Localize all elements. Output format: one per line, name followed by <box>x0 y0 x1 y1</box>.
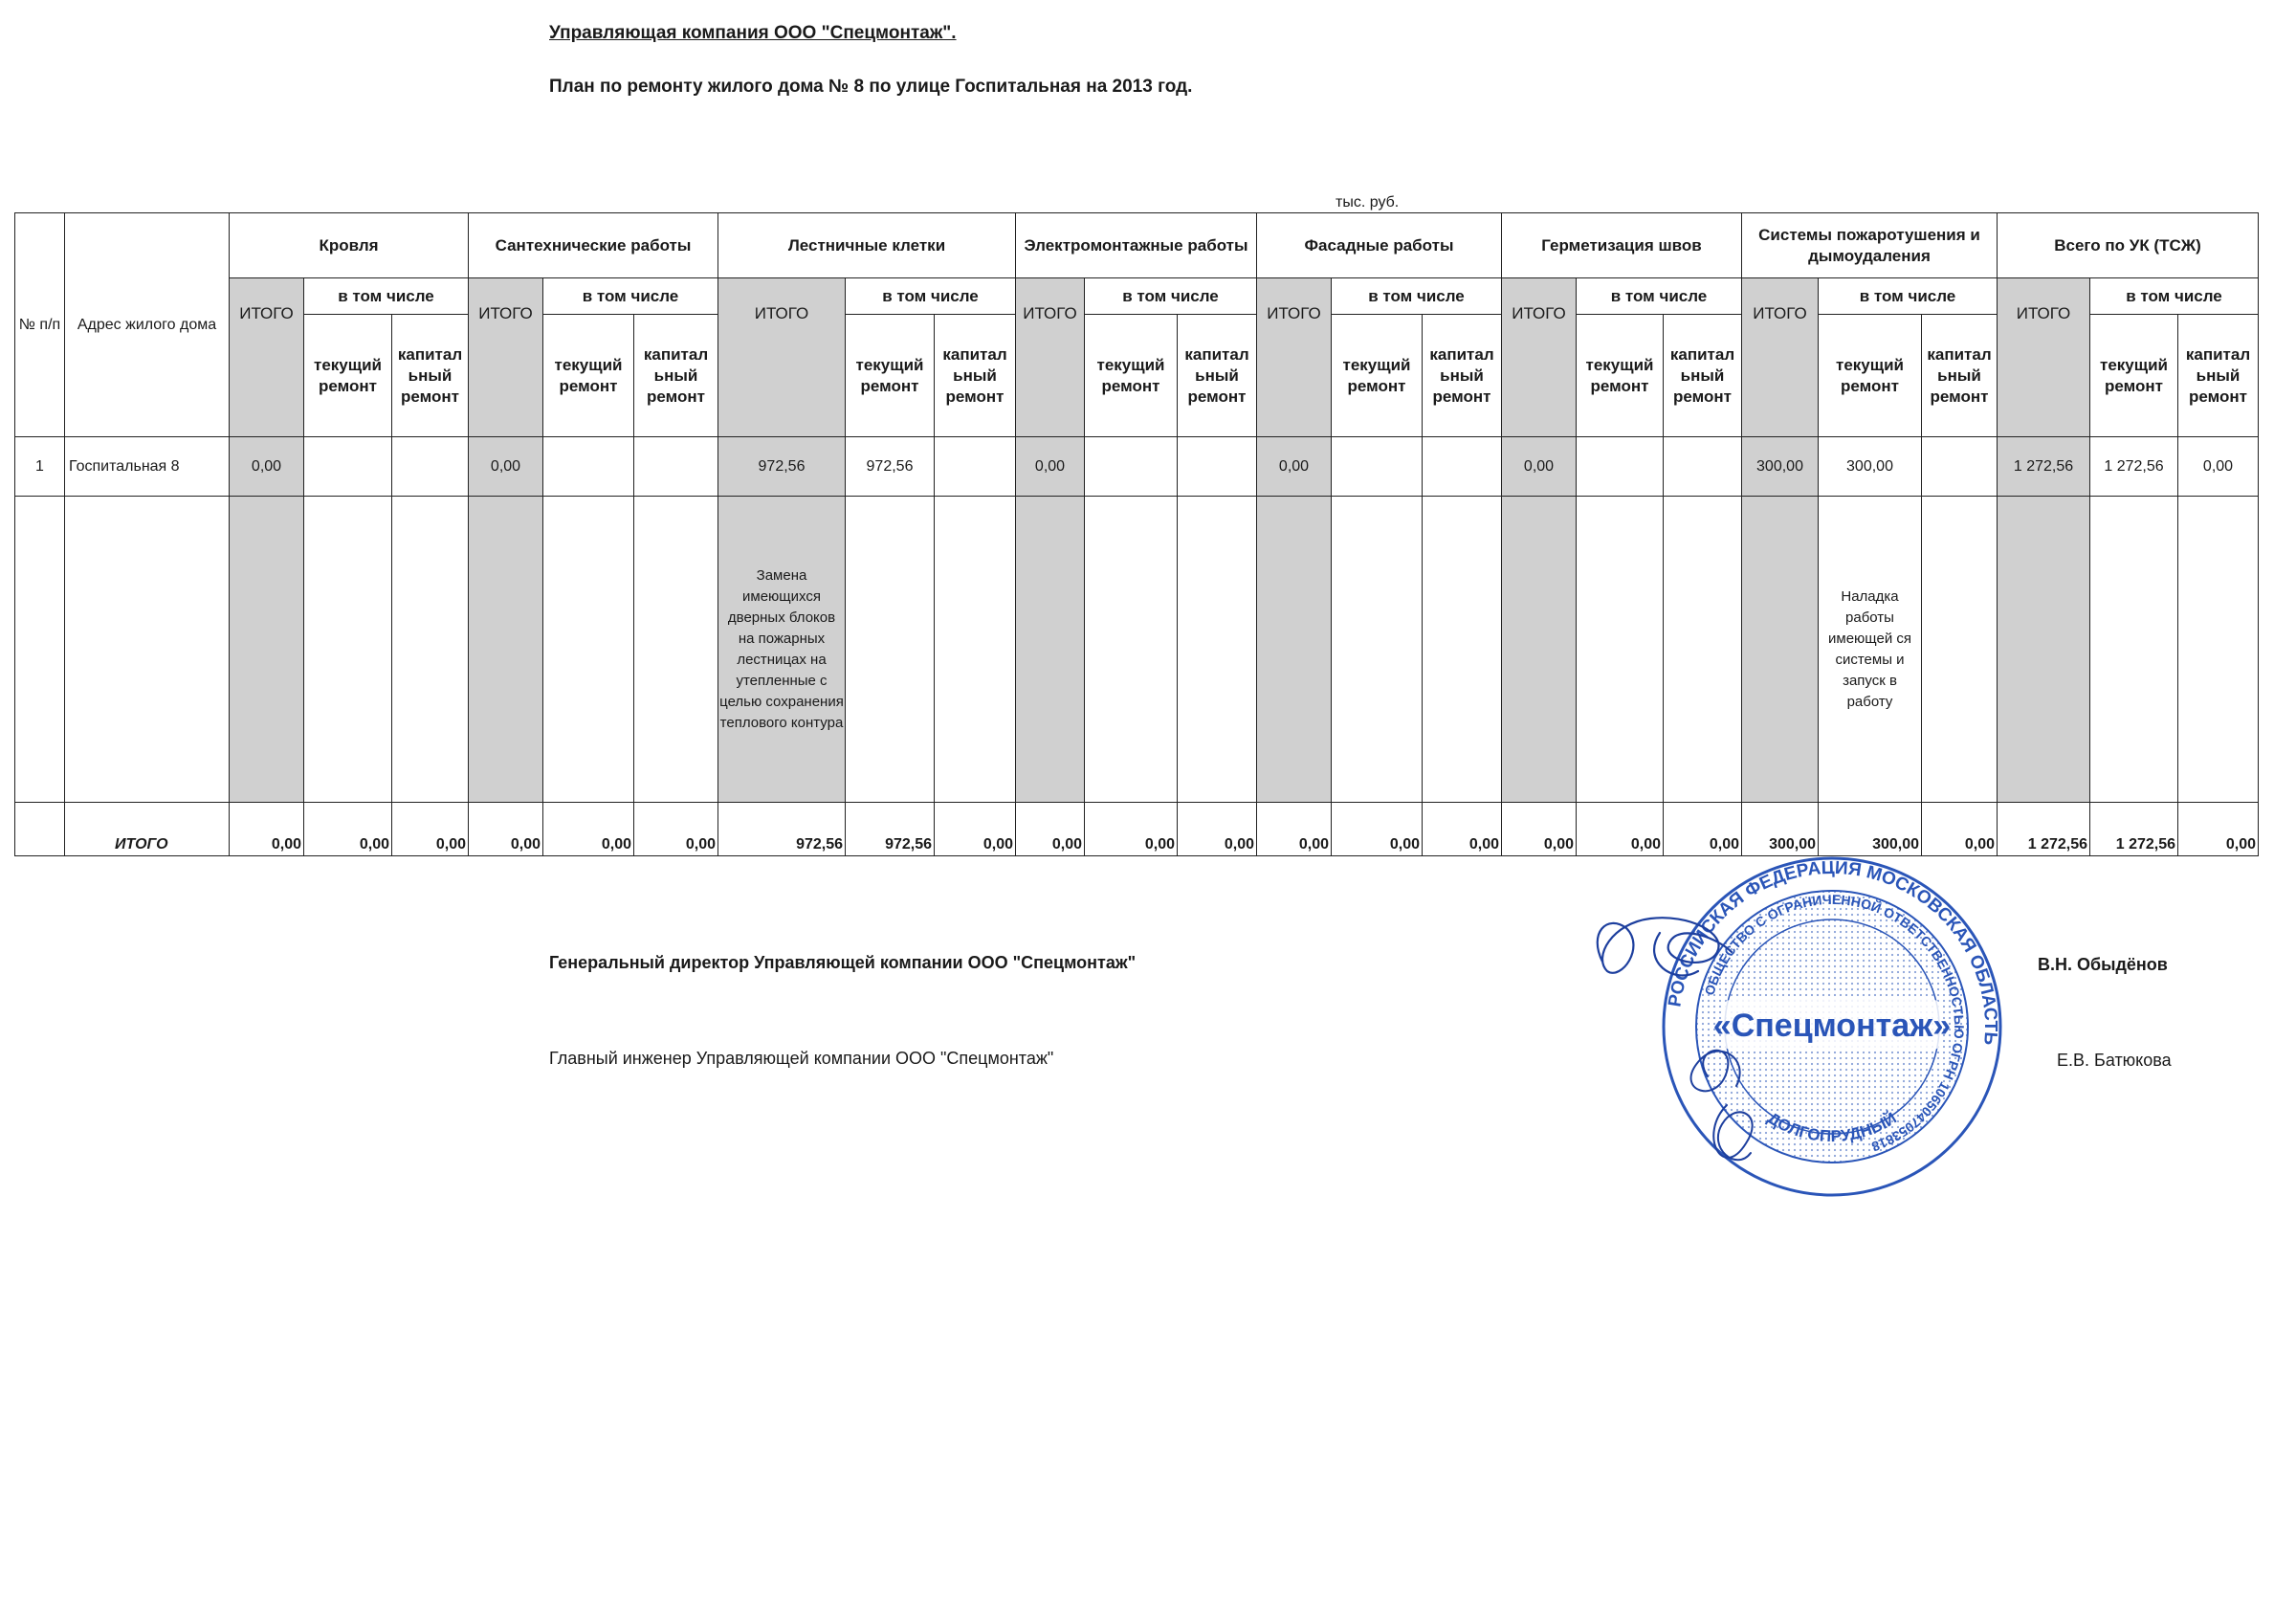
engineer-name: Е.В. Батюкова <box>2057 1051 2172 1070</box>
total-all-capital: 0,00 <box>2178 803 2259 856</box>
table-row <box>15 437 2259 497</box>
current-repair-header: текущий ремонт <box>846 315 935 437</box>
notes-all-capital <box>2178 497 2259 803</box>
header-row-groups <box>15 213 2259 278</box>
notes-plumbing-capital <box>634 497 718 803</box>
including-header: в том числе <box>543 278 718 315</box>
electrical-current-cell <box>1085 437 1178 497</box>
total-electrical-current: 0,00 <box>1085 803 1178 856</box>
total-electrical-total: 0,00 <box>1016 803 1085 856</box>
stairwells-total-cell: 972,56 <box>718 437 846 497</box>
group-stairwells: Лестничные клетки <box>718 213 1016 278</box>
totals-num-cell <box>15 803 65 856</box>
total-facade-capital: 0,00 <box>1423 803 1502 856</box>
capital-repair-header: капитал ьный ремонт <box>1664 315 1742 437</box>
total-fire-capital: 0,00 <box>1922 803 1998 856</box>
stamp-inner-text: ОБЩЕСТВО С ОГРАНИЧЕННОЙ ОТВЕТСТВЕННОСТЬЮ ОГРН 1065047053818 <box>1701 891 1968 1155</box>
plan-title: План по ремонту жилого дома № 8 по улице Госпитальная на 2013 год. <box>549 77 1193 97</box>
total-sealing-current: 0,00 <box>1577 803 1664 856</box>
notes-stairwells-capital <box>935 497 1016 803</box>
notes-electrical-current <box>1085 497 1178 803</box>
header-row-subcols <box>15 315 2259 437</box>
header-row-including <box>15 278 2259 315</box>
row-address: Госпитальная 8 <box>65 437 230 497</box>
including-header: в том числе <box>846 278 1016 315</box>
total-fire-current: 300,00 <box>1819 803 1922 856</box>
current-repair-header: текущий ремонт <box>1085 315 1178 437</box>
notes-electrical-capital <box>1178 497 1257 803</box>
all-current-cell: 1 272,56 <box>2090 437 2178 497</box>
director-name: В.Н. Обыдёнов <box>2038 955 2168 974</box>
including-header: в том числе <box>1819 278 1998 315</box>
row-num: 1 <box>15 437 65 497</box>
total-plumbing-capital: 0,00 <box>634 803 718 856</box>
stairwells-current-cell: 972,56 <box>846 437 935 497</box>
itogo-header: ИТОГО <box>230 278 304 437</box>
notes-sealing-current <box>1577 497 1664 803</box>
including-header: в том числе <box>304 278 469 315</box>
totals-row <box>15 803 2259 856</box>
total-stairwells-current: 972,56 <box>846 803 935 856</box>
group-total-uk: Всего по УК (ТСЖ) <box>1998 213 2259 278</box>
current-repair-header: текущий ремонт <box>304 315 392 437</box>
roof-capital-cell <box>392 437 469 497</box>
sealing-total-cell: 0,00 <box>1502 437 1577 497</box>
total-facade-total: 0,00 <box>1257 803 1332 856</box>
current-repair-header: текущий ремонт <box>1332 315 1423 437</box>
capital-repair-header: капитал ьный ремонт <box>1922 315 1998 437</box>
fire-capital-cell <box>1922 437 1998 497</box>
plumbing-total-cell: 0,00 <box>469 437 543 497</box>
total-roof-total: 0,00 <box>230 803 304 856</box>
notes-roof-total <box>230 497 304 803</box>
notes-roof-current <box>304 497 392 803</box>
itogo-header: ИТОГО <box>1016 278 1085 437</box>
notes-sealing-capital <box>1664 497 1742 803</box>
itogo-header: ИТОГО <box>469 278 543 437</box>
including-header: в том числе <box>2090 278 2259 315</box>
handwritten-signature <box>1583 895 1842 1210</box>
facade-total-cell: 0,00 <box>1257 437 1332 497</box>
notes-fire-total <box>1742 497 1819 803</box>
company-title: Управляющая компания ООО "Спецмонтаж". <box>549 23 957 43</box>
itogo-header: ИТОГО <box>1998 278 2090 437</box>
notes-num-cell <box>15 497 65 803</box>
itogo-header: ИТОГО <box>718 278 846 437</box>
notes-address-cell <box>65 497 230 803</box>
total-all-total: 1 272,56 <box>1998 803 2090 856</box>
total-electrical-capital: 0,00 <box>1178 803 1257 856</box>
total-plumbing-current: 0,00 <box>543 803 634 856</box>
total-roof-capital: 0,00 <box>392 803 469 856</box>
group-electrical: Электромонтажные работы <box>1016 213 1257 278</box>
facade-current-cell <box>1332 437 1423 497</box>
total-all-current: 1 272,56 <box>2090 803 2178 856</box>
total-plumbing-total: 0,00 <box>469 803 543 856</box>
engineer-role: Главный инженер Управляющей компании ООО "Спецмонтаж" <box>549 1049 1054 1068</box>
totals-label: ИТОГО <box>65 803 230 856</box>
capital-repair-header: капитал ьный ремонт <box>634 315 718 437</box>
stairwells-note: Замена имеющихся дверных блоков на пожарных лестницах на утепленные с целью сохранения теплового контура <box>718 497 846 803</box>
capital-repair-header: капитал ьный ремонт <box>2178 315 2259 437</box>
group-fire: Системы пожаротушения и дымоудаления <box>1742 213 1998 278</box>
col-num-header: № п/п <box>15 213 65 437</box>
all-capital-cell: 0,00 <box>2178 437 2259 497</box>
current-repair-header: текущий ремонт <box>2090 315 2178 437</box>
notes-all-current <box>2090 497 2178 803</box>
facade-capital-cell <box>1423 437 1502 497</box>
notes-stairwells-current <box>846 497 935 803</box>
notes-sealing-total <box>1502 497 1577 803</box>
units-label: тыс. руб. <box>1336 194 1400 210</box>
itogo-header: ИТОГО <box>1742 278 1819 437</box>
total-fire-total: 300,00 <box>1742 803 1819 856</box>
fire-note: Наладка работы имеющей ся системы и запуск в работу <box>1819 497 1922 803</box>
sealing-current-cell <box>1577 437 1664 497</box>
electrical-total-cell: 0,00 <box>1016 437 1085 497</box>
group-sealing: Герметизация швов <box>1502 213 1742 278</box>
total-roof-current: 0,00 <box>304 803 392 856</box>
all-total-cell: 1 272,56 <box>1998 437 2090 497</box>
notes-plumbing-current <box>543 497 634 803</box>
group-facade: Фасадные работы <box>1257 213 1502 278</box>
sealing-capital-cell <box>1664 437 1742 497</box>
including-header: в том числе <box>1085 278 1257 315</box>
current-repair-header: текущий ремонт <box>1819 315 1922 437</box>
total-sealing-capital: 0,00 <box>1664 803 1742 856</box>
plumbing-current-cell <box>543 437 634 497</box>
total-stairwells-total: 972,56 <box>718 803 846 856</box>
roof-current-cell <box>304 437 392 497</box>
capital-repair-header: капитал ьный ремонт <box>392 315 469 437</box>
fire-total-cell: 300,00 <box>1742 437 1819 497</box>
notes-all-total <box>1998 497 2090 803</box>
notes-row <box>15 497 2259 803</box>
notes-plumbing-total <box>469 497 543 803</box>
capital-repair-header: капитал ьный ремонт <box>1178 315 1257 437</box>
capital-repair-header: капитал ьный ремонт <box>935 315 1016 437</box>
stairwells-capital-cell <box>935 437 1016 497</box>
repair-plan-table <box>14 212 2259 856</box>
notes-fire-capital <box>1922 497 1998 803</box>
current-repair-header: текущий ремонт <box>543 315 634 437</box>
roof-total-cell: 0,00 <box>230 437 304 497</box>
itogo-header: ИТОГО <box>1257 278 1332 437</box>
notes-facade-current <box>1332 497 1423 803</box>
including-header: в том числе <box>1577 278 1742 315</box>
notes-facade-total <box>1257 497 1332 803</box>
group-plumbing: Сантехнические работы <box>469 213 718 278</box>
stamp-center-name: «Спецмонтаж» <box>1712 1008 1952 1044</box>
stamp-outer-text: РОССИЙСКАЯ ФЕДЕРАЦИЯ МОСКОВСКАЯ ОБЛАСТЬ <box>1665 857 2001 1047</box>
notes-roof-capital <box>392 497 469 803</box>
total-stairwells-capital: 0,00 <box>935 803 1016 856</box>
notes-facade-capital <box>1423 497 1502 803</box>
capital-repair-header: капитал ьный ремонт <box>1423 315 1502 437</box>
including-header: в том числе <box>1332 278 1502 315</box>
fire-current-cell: 300,00 <box>1819 437 1922 497</box>
director-role: Генеральный директор Управляющей компании ООО "Спецмонтаж" <box>549 953 1137 972</box>
group-roof: Кровля <box>230 213 469 278</box>
electrical-capital-cell <box>1178 437 1257 497</box>
notes-electrical-total <box>1016 497 1085 803</box>
total-sealing-total: 0,00 <box>1502 803 1577 856</box>
col-address-header: Адрес жилого дома <box>65 213 230 437</box>
plumbing-capital-cell <box>634 437 718 497</box>
stamp-city: ДОЛГОПРУДНЫЙ <box>1764 1108 1900 1146</box>
total-facade-current: 0,00 <box>1332 803 1423 856</box>
current-repair-header: текущий ремонт <box>1577 315 1664 437</box>
itogo-header: ИТОГО <box>1502 278 1577 437</box>
